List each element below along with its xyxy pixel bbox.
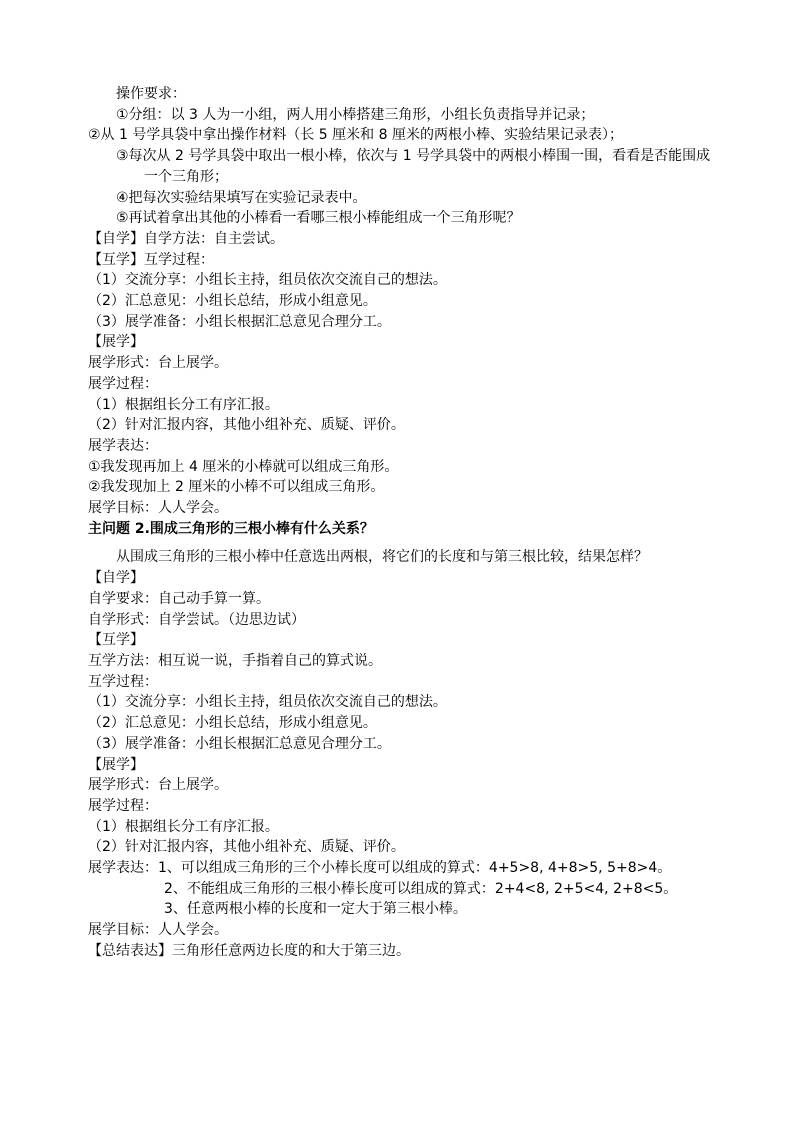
mutual-item-1: （1）交流分享：小组长主持，组员依次交流自己的想法。 [88,272,447,289]
show-expression-2-1: 展学表达：1、可以组成三角形的三个小棒长度可以组成的算式：4+5>8, 4+8>5, 5+8>4。 [88,860,672,877]
mutual-study-line: 【互学】互学过程： [88,251,214,268]
mutual-item-2-3: （3）展学准备：小组长根据汇总意见合理分工。 [88,735,391,752]
self-study-form: 自学形式：自学尝试。（边思边试） [88,611,305,628]
show-expression-2-2: 2、不能组成三角形的三根小棒长度可以组成的算式：2+4<8, 2+5<4, 2+8<5。 [164,880,678,897]
question-2-prompt: 从围成三角形的三根小棒中任意选出两根，将它们的长度和与第三根比较，结果怎样？ [116,549,648,566]
show-form: 展学形式：台上展学。 [88,355,228,372]
summary-expression: 【总结表达】三角形任意两边长度的和大于第三边。 [88,942,410,959]
show-expression-1: ①我发现再加上 4 厘米的小棒就可以组成三角形。 [88,458,399,475]
show-expression-2-3: 3、任意两根小棒的长度和一定大于第三根小棒。 [164,901,467,918]
show-process-2: 展学过程： [88,797,158,814]
show-study-heading-2: 【展学】 [88,756,144,773]
op-step-1: ①分组：以 3 人为一小组，两人用小棒搭建三角形，小组长负责指导并记录； [116,106,595,123]
mutual-process-2: 互学过程： [88,673,158,690]
show-form-2: 展学形式：台上展学。 [88,777,228,794]
main-question-2: 主问题 2.围成三角形的三根小棒有什么关系？ [88,520,374,537]
op-step-2: ②从 1 号学具袋中拿出操作材料（长 5 厘米和 8 厘米的两根小棒、实验结果记录表）； [88,127,623,144]
show-study-heading: 【展学】 [88,334,144,351]
self-study-heading-2: 【自学】 [88,570,144,587]
op-step-4: ④把每次实验结果填写在实验记录表中。 [116,189,367,206]
mutual-item-3: （3）展学准备：小组长根据汇总意见合理分工。 [88,313,391,330]
show-expression-2: ②我发现加上 2 厘米的小棒不可以组成三角形。 [88,479,385,496]
show-goal-2: 展学目标：人人学会。 [88,922,228,939]
show-expression-label: 展学表达： [88,437,158,454]
mutual-item-2: （2）汇总意见：小组长总结，形成小组意见。 [88,293,377,310]
show-item-1: （1）根据组长分工有序汇报。 [88,396,279,413]
self-study-requirement: 自学要求：自己动手算一算。 [88,590,270,607]
document-page [88,84,713,962]
mutual-item-2-2: （2）汇总意见：小组长总结，形成小组意见。 [88,715,377,732]
op-step-3: ③每次从 2 号学具袋中取出一根小棒，依次与 1 号学具袋中的两根小棒围一围，看看是否能围成一个三角形； [116,148,711,185]
mutual-study-heading-2: 【互学】 [88,632,144,649]
op-step-5: ⑤再试着拿出其他的小棒看一看哪三根小棒能组成一个三角形呢？ [116,210,521,227]
show-item-2-1: （1）根据组长分工有序汇报。 [88,818,279,835]
show-process: 展学过程： [88,375,158,392]
op-requirements-heading: 操作要求： [116,86,186,102]
mutual-method: 互学方法：相互说一说，手指着自己的算式说。 [88,652,382,669]
show-item-2-2: （2）针对汇报内容，其他小组补充、质疑、评价。 [88,839,405,856]
mutual-item-2-1: （1）交流分享：小组长主持，组员依次交流自己的想法。 [88,694,447,711]
show-goal: 展学目标：人人学会。 [88,500,228,517]
show-item-2: （2）针对汇报内容，其他小组补充、质疑、评价。 [88,417,405,434]
self-study-line: 【自学】自学方法：自主尝试。 [88,230,284,247]
